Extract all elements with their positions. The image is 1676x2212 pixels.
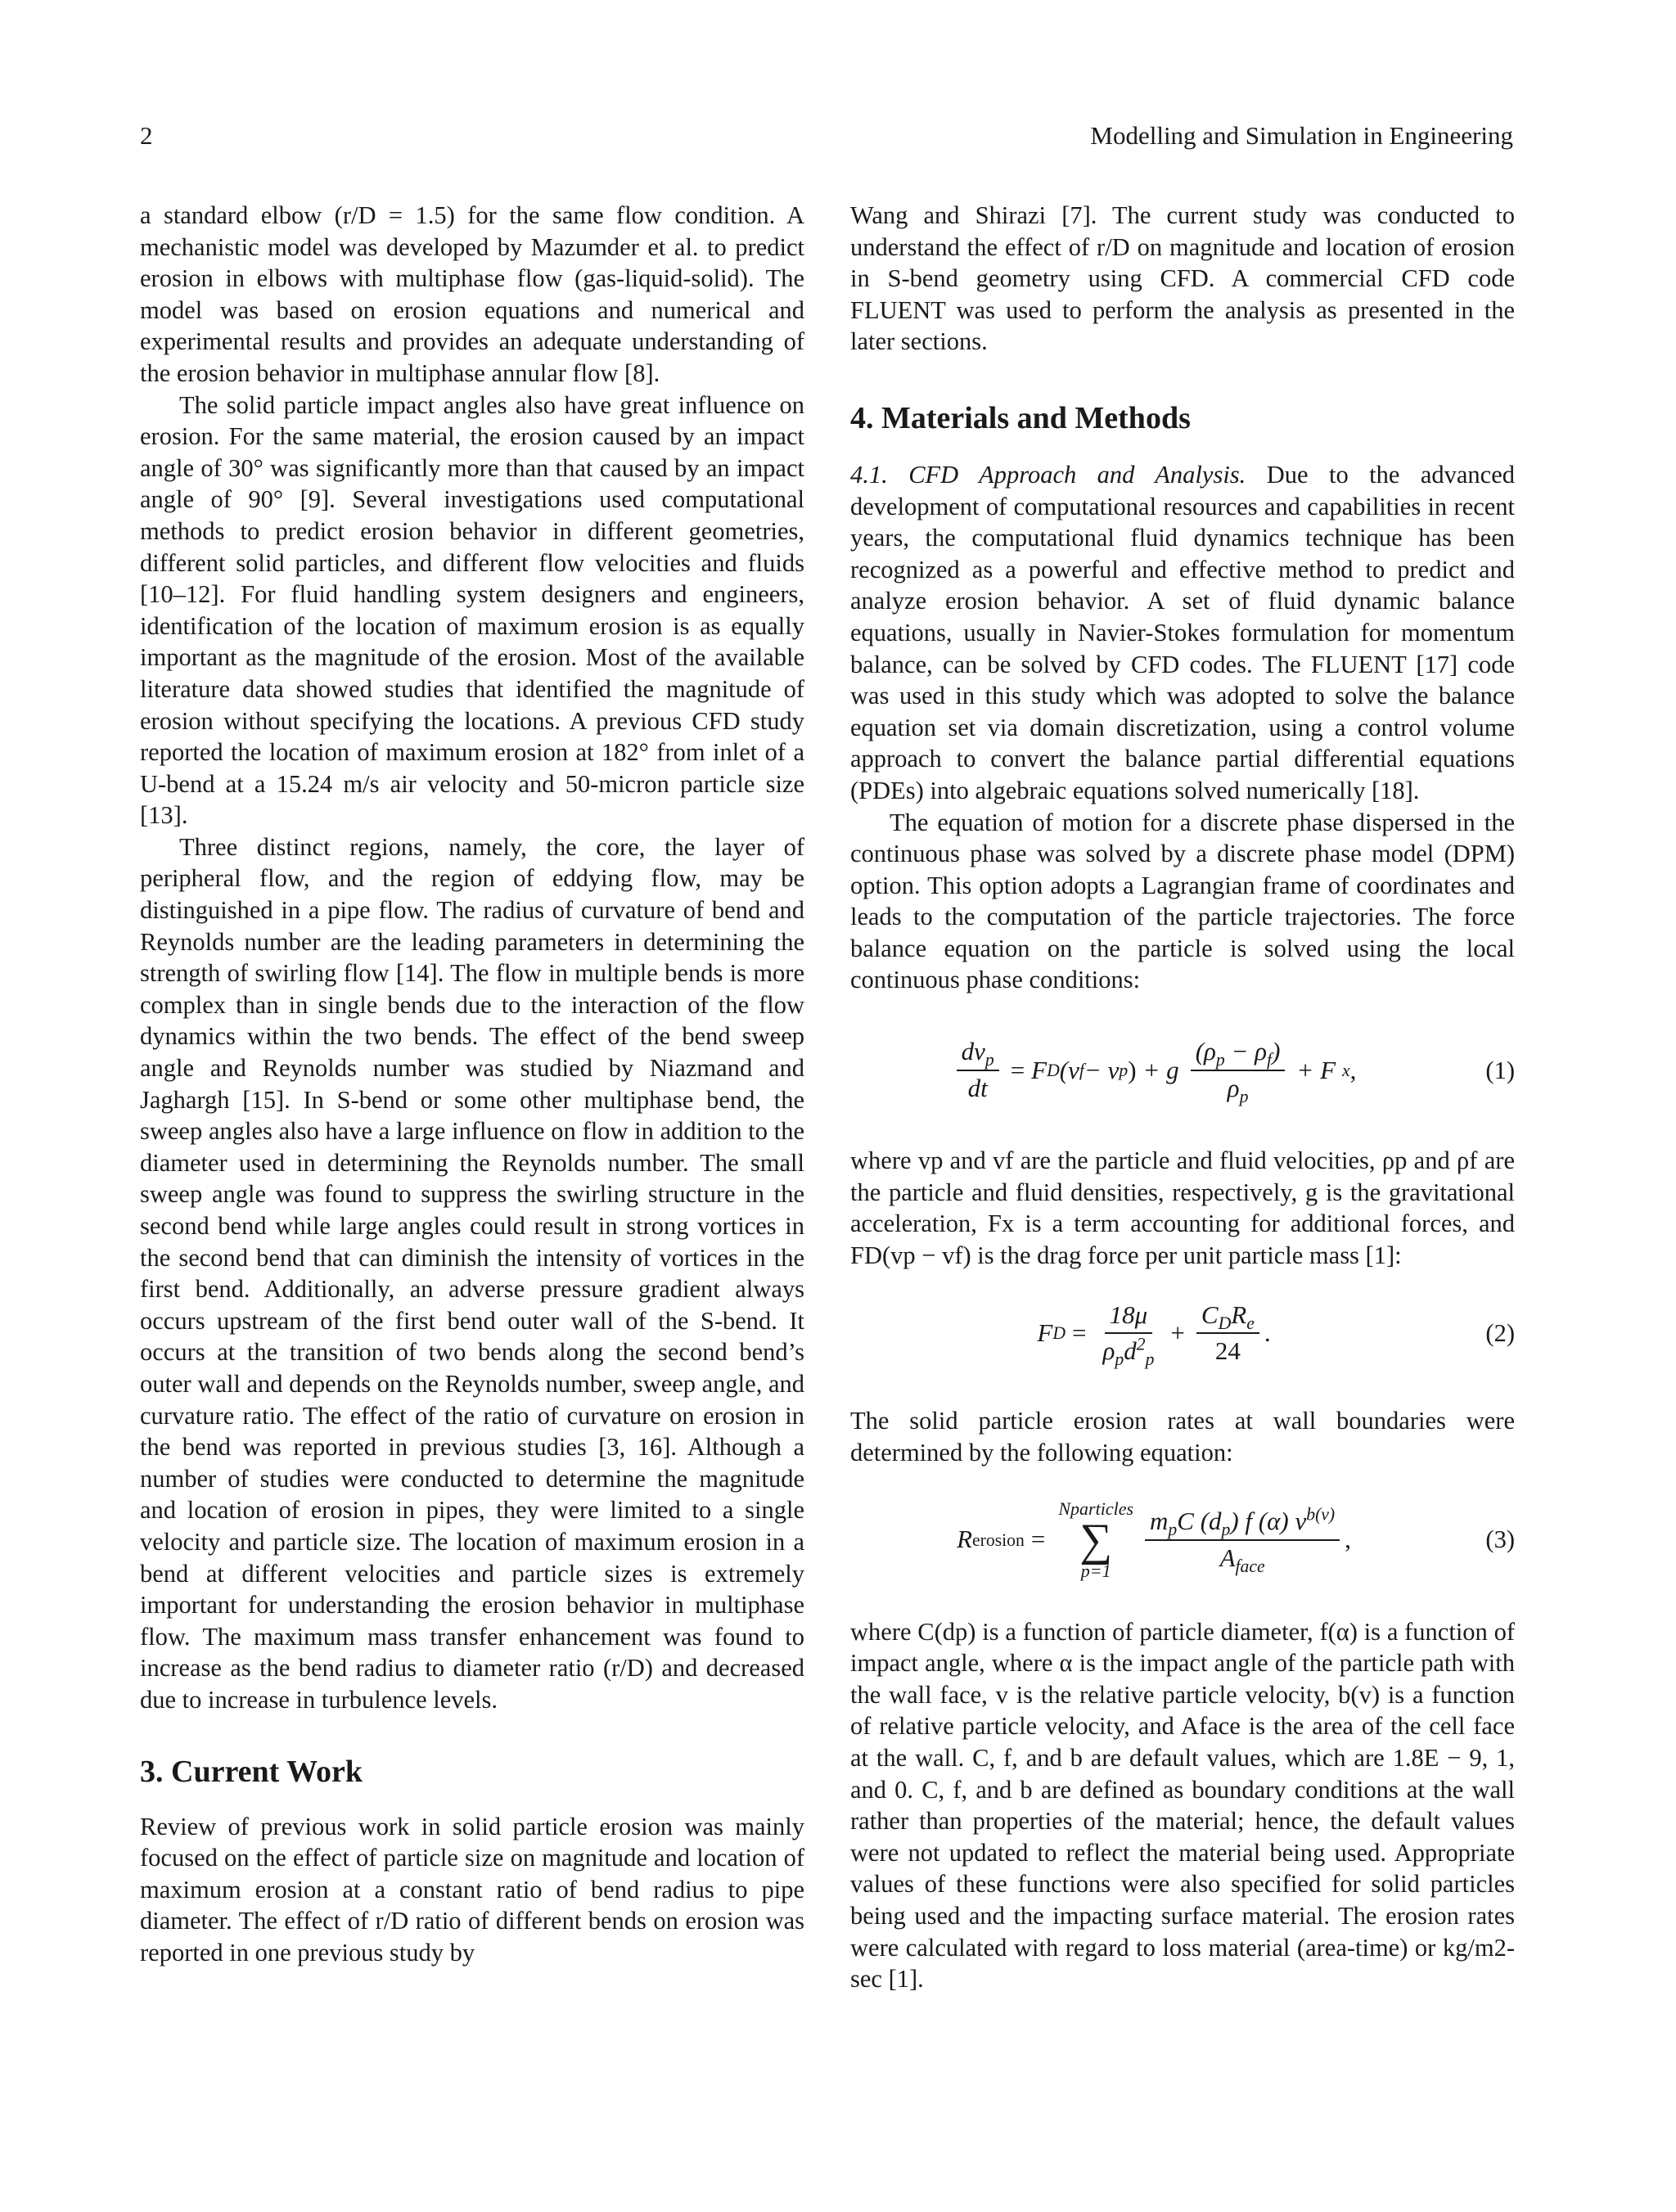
fraction [1145, 1506, 1340, 1575]
subsection-title: 4.1. CFD Approach and Analysis. [850, 460, 1246, 489]
eq-token: F [1037, 1318, 1053, 1348]
eq-token: dv [961, 1037, 985, 1066]
paragraph: Three distinct regions, namely, the core, the layer of peripheral flow, and the region of eddying flow, may be distinguished in a pipe flow. The radius of curvature of bend and Reynolds number are the leading parameters in determining the strength of swirling flow [14]. The flow in multiple bends is more complex than in single bends due to the interaction of the flow dynamics within the two bends. The effect of the bend sweep angle and Reynolds number was studied by Niazmand and Jaghargh [15]. In S-bend or some other multiphase bend, the sweep angles also have a large influence on flow in addition to the diameter used in determining the Reynolds number. The small sweep angle was found to suppress the swirling structure in the second bend while large angles could result in strong vortices in the second bend that can diminish the intensity of vortices in the first bend. Additionally, an adverse pressure gradient always occurs upstream of the first bend outer wall of the S-bend. It occurs at the transition of two bends along the second bend’s outer wall and depends on the Reynolds number, sweep angle, and curvature ratio. The effect of the ratio of curvature on erosion in the bend was reported in previous studies [3, 16]. Although a number of studies were conducted to determine the magnitude and location of erosion in pipes, they were limited to a single velocity and particle size. The location of maximum erosion in a bend at different velocities and particle sizes is extremely important for understanding the erosion behavior in multiphase flow. The maximum mass transfer enhancement was found to increase as the bend radius to diameter ratio (r/D) and decreased due to increase in turbulence levels. [140, 832, 804, 1714]
eq-token: (ρ [1195, 1037, 1216, 1066]
eq-token: C (d [1177, 1506, 1222, 1535]
eq-token: − ρ [1224, 1037, 1268, 1066]
eq-token: p [1115, 1349, 1124, 1370]
eq-token: F [1031, 1055, 1048, 1084]
fraction [1191, 1036, 1286, 1105]
fraction [1098, 1300, 1160, 1368]
eq-token: . [1264, 1318, 1271, 1348]
equation-body: $\frac{dv_p}{dt}$ = F D (v f − v p ) + g $\frac{(\rho_p - \rho_f)}{\rho_p}$ + F x , [850, 1036, 1457, 1105]
section-heading-current-work: 3. Current Work [140, 1754, 363, 1789]
eq-token: (v [1059, 1055, 1079, 1084]
eq-token: ρ [1102, 1336, 1115, 1366]
eq-token: ) f (α) v [1230, 1506, 1307, 1535]
eq-token: 2 [1136, 1335, 1146, 1355]
eq-token: − v [1084, 1055, 1120, 1084]
eq-token: dt [967, 1074, 988, 1103]
running-head: Modelling and Simulation in Engineering [1090, 121, 1513, 150]
eq-token: + g [1142, 1055, 1179, 1084]
equation-2 [850, 1276, 1515, 1390]
eq-token: , [1345, 1525, 1351, 1554]
eq-token: p [1239, 1087, 1249, 1107]
paragraph: The solid particle erosion rates at wall boundaries were determined by the following equation: [850, 1407, 1515, 1467]
eq-token: = [1030, 1525, 1046, 1554]
eq-token: + [1170, 1318, 1185, 1348]
eq-token: d [1124, 1336, 1137, 1366]
equation-number: (2) [1485, 1319, 1515, 1348]
eq-token: p [1168, 1520, 1178, 1540]
eq-token: p [1145, 1349, 1155, 1370]
equation-body: F D = $\frac{18\mu}{\rho_pd^2_p}$ + $\frac{C_DR_e}{24}$ . [1037, 1300, 1271, 1370]
eq-token: Nparticles [1058, 1498, 1134, 1519]
paragraph: Wang and Shirazi [7]. The current study was conducted to understand the effect of r/D on magnitude and location of erosion in S-bend geometry using CFD. A commercial CFD code FLUENT was used to perform the analysis as presented in the later sections. [850, 201, 1515, 356]
paragraph: Review of previous work in solid particle erosion was mainly focused on the effect of particle size on magnitude and location of maximum erosion at a constant ratio of bend radius to pipe diameter. The effect of r/D ratio of different bends on erosion was reported in one previous study by [140, 1812, 804, 1966]
eq-token: ∑ [1079, 1514, 1113, 1566]
paragraph: where vp and vf are the particle and fluid velocities, ρp and ρf are the particle and fluid densities, respectively, g is the gravitational acceleration, Fx is a term accounting for additional forces, and FD(vp − vf) is the drag force per unit particle mass [1]: [850, 1147, 1515, 1269]
eq-token: , [1349, 1055, 1357, 1084]
paragraph [850, 459, 1515, 807]
eq-token: face [1235, 1556, 1265, 1576]
right-column [850, 200, 1515, 1995]
eq-token: ) [1272, 1037, 1281, 1066]
eq-token: p=1 [1080, 1560, 1111, 1581]
eq-token: = [1072, 1318, 1087, 1348]
eq-token: R [1231, 1300, 1247, 1329]
eq-token: 18μ [1105, 1300, 1153, 1335]
eq-token: ) [1128, 1055, 1137, 1084]
eq-token: R [957, 1525, 973, 1554]
paragraph: The equation of motion for a discrete phase dispersed in the continuous phase was solved by a discrete phase model (DPM) option. This option adopts a Lagrangian frame of coordinates and leads to the computation of the particle trajectories. The force balance equation on the particle is solved using the local continuous phase conditions: [850, 808, 1515, 994]
equation-3 [850, 1479, 1515, 1602]
summation [1058, 1499, 1133, 1581]
section-heading-materials-methods: 4. Materials and Methods [850, 400, 1191, 435]
paragraph: a standard elbow (r/D = 1.5) for the same flow condition. A mechanistic model was developed by Mazumder et al. to predict erosion in elbows with multiphase flow (gas-liquid-solid). The model was based on erosion equations and numerical and experimental results and provides an adequate understanding of the erosion behavior in multiphase annular flow [8]. [140, 201, 804, 387]
equation-1 [850, 1001, 1515, 1140]
eq-token: C [1201, 1300, 1219, 1329]
page-number: 2 [140, 121, 153, 150]
eq-token: p [1221, 1520, 1231, 1540]
eq-token: p [984, 1050, 994, 1070]
eq-token: D [1218, 1313, 1232, 1333]
equation-number: (3) [1485, 1525, 1515, 1554]
eq-token: p [1215, 1050, 1225, 1070]
eq-token: 24 [1214, 1336, 1241, 1366]
fraction [957, 1036, 999, 1105]
equation-number: (1) [1485, 1056, 1515, 1084]
left-column [140, 200, 804, 1968]
eq-token: m [1150, 1506, 1169, 1535]
equation-body: R erosion = Nparticles ∑ p=1 $\frac{m_pC (d_p) f (\alpha) v^{b(v)}}{A_{face}}$ , [957, 1498, 1351, 1581]
paragraph-text: Due to the advanced development of computational resources and capabilities in recent years, the computational fluid dynamics technique has been recognized as a powerful and effective method to predict and analyze erosion behavior. A set of fluid dynamic balance equations, usually in Navier-Stokes formulation for momentum balance, can be solved by CFD codes. The FLUENT [17] code was used in this study which was adopted to solve the balance equation set via domain discretization, using a control volume approach to convert the balance partial differential equations (PDEs) into algebraic equations solved numerically [18]. [850, 460, 1515, 804]
fraction [1196, 1300, 1259, 1368]
eq-token: b(v) [1306, 1504, 1336, 1525]
eq-token: A [1219, 1543, 1236, 1572]
eq-token: = [1010, 1055, 1025, 1084]
eq-token: ρ [1227, 1074, 1240, 1103]
eq-token: e [1246, 1313, 1255, 1333]
eq-token: f [1267, 1050, 1273, 1070]
eq-token: + F [1296, 1055, 1336, 1084]
paragraph: where C(dp) is a function of particle diameter, f(α) is a function of impact angle, where α is the impact angle of the particle path with the wall face, v is the relative particle velocity, b(v) is a function of relative particle velocity, and Aface is the area of the cell face at the wall. C, f, and b are default values, which are 1.8E − 9, 1, and 0. C, f, and b are defined as boundary conditions at the wall rather than properties of the material; hence, the default values were not updated to reflect the material being used. Appropriate values of these functions were also specified for solid particles being used and the impacting surface material. The erosion rates were calculated with regard to loss material (area-time) or kg/m2-sec [1]. [850, 1617, 1515, 1994]
paragraph: The solid particle impact angles also have great influence on erosion. For the same material, the erosion caused by an impact angle of 30° was significantly more than that caused by an impact angle of 90° [9]. Several investigations used computational methods to predict erosion behavior in different geometries, different solid particles, and different flow velocities and fluids [10–12]. For fluid handling system designers and engineers, identification of the location of maximum erosion is as equally important as the magnitude of the erosion. Most of the available literature data showed studies that identified the magnitude of erosion without specifying the locations. A previous CFD study reported the location of maximum erosion at 182° from inlet of a U-bend at a 15.24 m/s air velocity and 50-micron particle size [13]. [140, 390, 804, 830]
